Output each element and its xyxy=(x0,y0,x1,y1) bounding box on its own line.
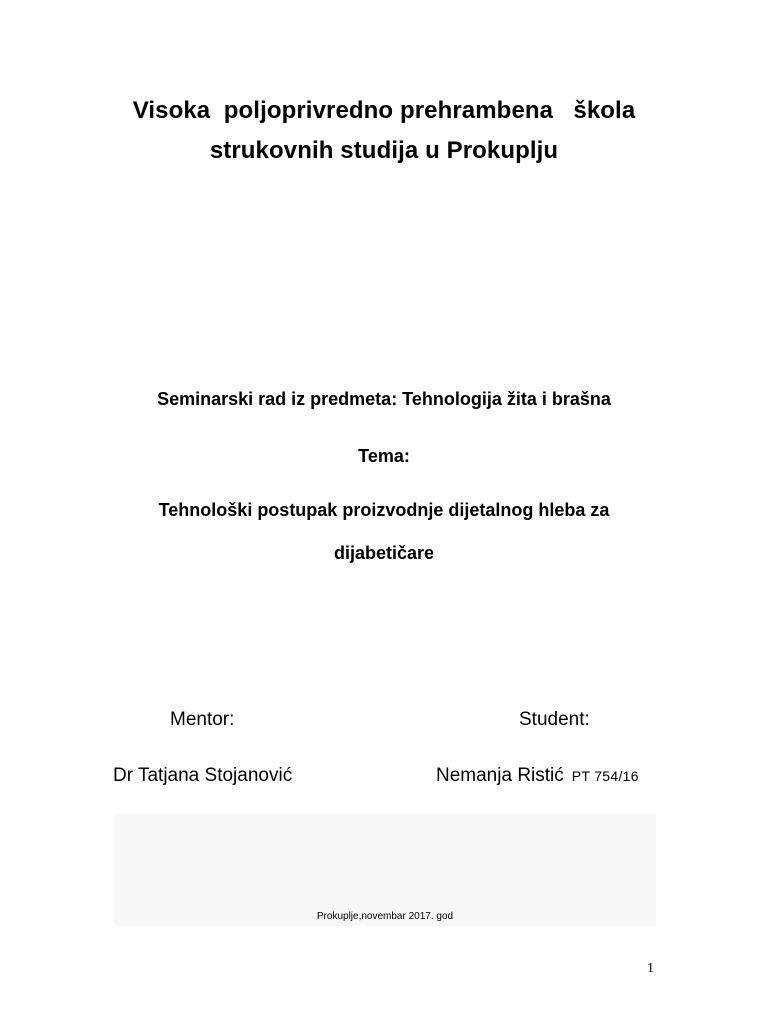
institution-title-line-1: Visoka poljoprivredno prehrambena škola xyxy=(132,97,636,124)
institution-title-line-2: strukovnih studija u Prokuplju xyxy=(209,137,559,164)
topic-title-line-2: dijabetičare xyxy=(333,543,435,563)
topic-title-line-1: Tehnološki postupak proizvodnje dijetalnog hleba za xyxy=(158,500,610,520)
mentor-name: Dr Tatjana Stojanović xyxy=(113,765,293,786)
student-label: Student: xyxy=(519,709,590,730)
mentor-label: Mentor: xyxy=(170,709,235,730)
page-number: 1 xyxy=(647,961,654,976)
student-index-number: PT 754/16 xyxy=(571,768,639,784)
footer-box xyxy=(114,814,656,926)
seminar-subject: Seminarski rad iz predmeta: Tehnologija žita i brašna xyxy=(157,389,611,409)
student-info xyxy=(436,765,639,787)
student-name: Nemanja Ristić xyxy=(436,765,564,786)
topic-label: Tema: xyxy=(358,446,410,466)
place-and-date: Prokuplje,novembar 2017. god xyxy=(316,911,454,922)
